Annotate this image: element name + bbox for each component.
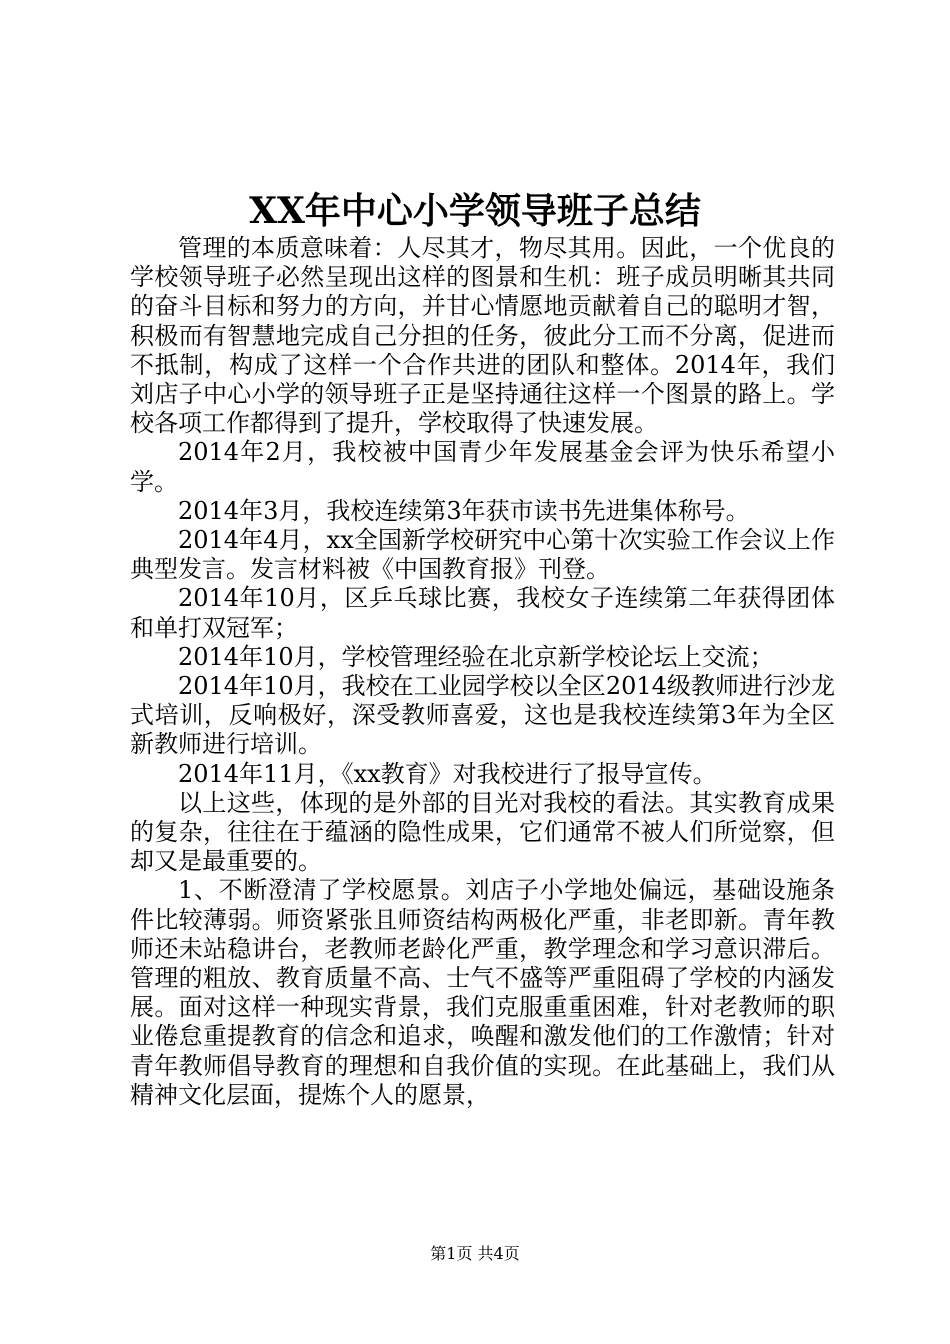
paragraph-mar: 2014年3月，我校连续第3年获市读书先进集体称号。 (178, 496, 750, 525)
document-title: XX年中心小学领导班子总结 (249, 190, 701, 232)
paragraph-oct-forum: 2014年10月，学校管理经验在北京新学校论坛上交流； (178, 642, 774, 671)
document-body (130, 234, 835, 1110)
paragraph-apr: 2014年4月，xx全国新学校研究中心第十次实验工作会议上作典型发言。发言材料被《中国教育报》刊登。 (130, 526, 835, 584)
paragraph-vision: 1、不断澄清了学校愿景。刘店子小学地处偏远，基础设施条件比较薄弱。师资紧张且师资结构两极化严重，非老即新。青年教师还未站稳讲台，老教师老龄化严重，教学理念和学习意识滞后。管理的粗放、教育质量不高、士气不盛等严重阻碍了学校的内涵发展。面对这样一种现实背景，我们克服重重困难，针对老教师的职业倦怠重提教育的信念和追求，唤醒和激发他们的工作激情；针对青年教师倡导教育的理想和自我价值的实现。在此基础上，我们从精神文化层面，提炼个人的愿景， (130, 876, 835, 1109)
page-footer: 第1页 共4页 (430, 1244, 520, 1263)
paragraph-oct-pingpong: 2014年10月，区乒乓球比赛，我校女子连续第二年获得团体和单打双冠军； (130, 584, 835, 642)
paragraph-feb: 2014年2月，我校被中国青少年发展基金会评为快乐希望小学。 (130, 438, 835, 496)
paragraph-summary: 以上这些，体现的是外部的目光对我校的看法。其实教育成果的复杂，往往在于蕴涵的隐性成果，它们通常不被人们所觉察，但却又是最重要的。 (130, 788, 835, 876)
paragraph-intro: 管理的本质意味着：人尽其才，物尽其用。因此，一个优良的学校领导班子必然呈现出这样的图景和生机：班子成员明晰其共同的奋斗目标和努力的方向，并甘心情愿地贡献着自己的聪明才智，积极而有智慧地完成自己分担的任务，彼此分工而不分离，促进而不抵制，构成了这样一个合作共进的团队和整体。2014年，我们刘店子中心小学的领导班子正是坚持通往这样一个图景的路上。学校各项工作都得到了提升，学校取得了快速发展。 (130, 234, 835, 438)
paragraph-oct-training: 2014年10月，我校在工业园学校以全区2014级教师进行沙龙式培训，反响极好，深受教师喜爱，这也是我校连续第3年为全区新教师进行培训。 (130, 672, 835, 759)
paragraph-nov: 2014年11月，《xx教育》对我校进行了报导宣传。 (178, 759, 717, 788)
